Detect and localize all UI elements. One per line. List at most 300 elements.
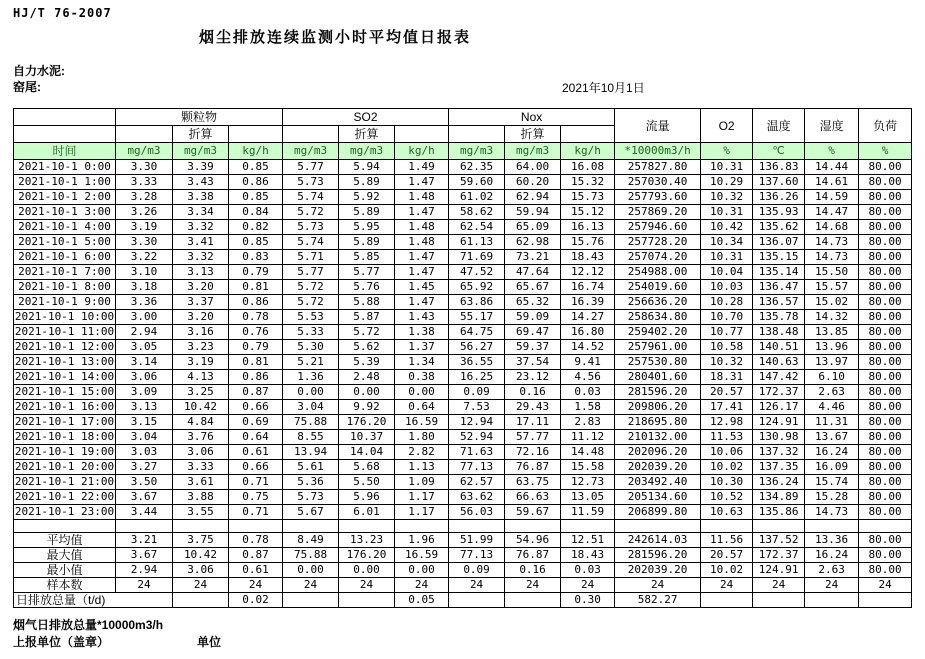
value-cell: 3.03 — [116, 445, 173, 460]
value-cell: 14.73 — [805, 235, 859, 250]
table-row — [14, 385, 912, 400]
table-row — [14, 205, 912, 220]
value-cell: 3.16 — [173, 325, 229, 340]
value-cell: 3.88 — [173, 490, 229, 505]
value-cell: 3.37 — [173, 295, 229, 310]
value-cell: 0.71 — [229, 475, 283, 490]
table-row — [14, 160, 912, 175]
value-cell: 5.89 — [339, 235, 395, 250]
value-cell: 3.13 — [173, 265, 229, 280]
value-cell: 13.94 — [283, 445, 339, 460]
value-cell: 11.53 — [701, 430, 753, 445]
value-cell: 0.64 — [395, 400, 449, 415]
table-row — [14, 475, 912, 490]
value-cell: 72.16 — [505, 445, 561, 460]
value-cell: 0.00 — [283, 563, 339, 578]
value-cell: 0.09 — [449, 563, 505, 578]
value-cell: 136.24 — [753, 475, 805, 490]
value-cell: 12.51 — [561, 533, 615, 548]
value-cell: 61.02 — [449, 190, 505, 205]
table-row — [14, 280, 912, 295]
value-cell: 0.38 — [395, 370, 449, 385]
value-cell: 24 — [339, 578, 395, 593]
value-cell: 16.74 — [561, 280, 615, 295]
value-cell — [505, 520, 561, 533]
time-cell: 2021-10-1 6:00 — [14, 250, 116, 265]
value-cell: 14.48 — [561, 445, 615, 460]
value-cell: 24 — [805, 578, 859, 593]
nox-kgh-unit: kg/h — [561, 143, 615, 160]
value-cell: 1.48 — [395, 190, 449, 205]
value-cell: 138.48 — [753, 325, 805, 340]
flow-total-note: 烟气日排放总量*10000m3/h — [13, 618, 164, 632]
value-cell: 5.72 — [283, 280, 339, 295]
total-label: 日排放总量（t/d) — [14, 593, 173, 608]
value-cell — [859, 593, 912, 608]
value-cell: 3.33 — [173, 460, 229, 475]
value-cell: 18.43 — [561, 548, 615, 563]
value-cell: 137.35 — [753, 460, 805, 475]
empty-cell — [561, 126, 615, 143]
time-cell: 2021-10-1 3:00 — [14, 205, 116, 220]
value-cell: 0.30 — [561, 593, 615, 608]
empty-cell — [283, 126, 339, 143]
doc-code: HJ/T 76-2007 — [13, 6, 112, 20]
value-cell: 2.83 — [561, 415, 615, 430]
value-cell: 13.96 — [805, 340, 859, 355]
value-cell: 124.91 — [753, 415, 805, 430]
time-cell: 2021-10-1 21:00 — [14, 475, 115, 488]
value-cell: 0.86 — [229, 295, 283, 310]
table-row — [14, 265, 912, 280]
value-cell: 16.59 — [395, 415, 449, 430]
value-cell: 0.81 — [229, 355, 283, 370]
value-cell: 1.34 — [395, 355, 449, 370]
value-cell: 136.26 — [753, 190, 805, 205]
value-cell: 57.77 — [505, 430, 561, 445]
value-cell: 126.17 — [753, 400, 805, 415]
so2-unit: mg/m3 — [283, 143, 339, 160]
time-cell: 2021-10-1 19:00 — [14, 445, 115, 458]
value-cell: 10.31 — [701, 160, 753, 175]
value-cell: 206899.80 — [615, 505, 701, 520]
value-cell: 5.92 — [339, 190, 395, 205]
value-cell: 5.74 — [283, 235, 339, 250]
value-cell: 3.75 — [173, 533, 229, 548]
value-cell: 254988.00 — [615, 265, 701, 280]
value-cell: 10.30 — [701, 475, 753, 490]
value-cell: 3.39 — [173, 160, 229, 175]
value-cell: 24 — [615, 578, 701, 593]
value-cell: 0.16 — [505, 563, 561, 578]
empty-cell — [229, 126, 283, 143]
kiln-label: 窑尾: — [13, 80, 41, 94]
humidity-header: 湿度 — [805, 109, 859, 143]
value-cell: 0.00 — [339, 563, 395, 578]
value-cell: 24 — [449, 578, 505, 593]
value-cell: 4.84 — [173, 415, 229, 430]
value-cell: 202039.20 — [615, 563, 701, 578]
value-cell: 8.55 — [283, 430, 339, 445]
value-cell: 80.00 — [859, 250, 912, 265]
empty-cell — [395, 126, 449, 143]
value-cell: 80.00 — [859, 475, 912, 490]
value-cell: 5.77 — [283, 160, 339, 175]
value-cell: 59.09 — [505, 310, 561, 325]
value-cell: 14.27 — [561, 310, 615, 325]
so2-conv-unit: mg/m3 — [339, 143, 395, 160]
value-cell: 10.03 — [701, 280, 753, 295]
time-cell: 2021-10-1 16:00 — [14, 400, 115, 413]
value-cell: 205134.60 — [615, 490, 701, 505]
value-cell — [561, 520, 615, 533]
value-cell — [283, 593, 339, 608]
value-cell: 56.03 — [449, 505, 505, 520]
value-cell: 15.58 — [561, 460, 615, 475]
value-cell: 137.52 — [753, 533, 805, 548]
value-cell: 6.10 — [805, 370, 859, 385]
value-cell: 254019.60 — [615, 280, 701, 295]
summary-row — [14, 533, 912, 548]
value-cell: 5.77 — [339, 265, 395, 280]
value-cell: 52.94 — [449, 430, 505, 445]
value-cell: 1.47 — [395, 265, 449, 280]
value-cell: 55.17 — [449, 310, 505, 325]
value-cell: 3.32 — [173, 250, 229, 265]
value-cell: 65.67 — [505, 280, 561, 295]
value-cell: 16.80 — [561, 325, 615, 340]
value-cell: 80.00 — [859, 385, 912, 400]
empty-cell — [14, 520, 116, 533]
table-row — [14, 175, 912, 190]
value-cell: 5.72 — [283, 205, 339, 220]
table-row — [14, 445, 912, 460]
value-cell: 0.09 — [449, 385, 505, 400]
value-cell: 80.00 — [859, 190, 912, 205]
value-cell: 3.19 — [116, 220, 173, 235]
value-cell: 8.49 — [283, 533, 339, 548]
value-cell: 0.87 — [229, 385, 283, 400]
value-cell: 10.02 — [701, 563, 753, 578]
value-cell: 3.06 — [173, 445, 229, 460]
value-cell — [753, 520, 805, 533]
value-cell: 10.28 — [701, 295, 753, 310]
value-cell: 3.06 — [173, 563, 229, 578]
value-cell: 77.13 — [449, 460, 505, 475]
value-cell: 3.36 — [116, 295, 173, 310]
value-cell: 2.82 — [395, 445, 449, 460]
value-cell: 135.14 — [753, 265, 805, 280]
load-unit: % — [859, 143, 912, 160]
value-cell: 10.63 — [701, 505, 753, 520]
value-cell: 13.97 — [805, 355, 859, 370]
value-cell: 2.94 — [116, 325, 173, 340]
time-cell: 2021-10-1 22:00 — [14, 490, 115, 503]
value-cell: 14.32 — [805, 310, 859, 325]
value-cell: 3.26 — [116, 205, 173, 220]
value-cell: 12.12 — [561, 265, 615, 280]
value-cell: 3.10 — [116, 265, 173, 280]
value-cell: 10.31 — [701, 250, 753, 265]
value-cell: 75.88 — [283, 548, 339, 563]
time-cell: 2021-10-1 0:00 — [14, 160, 116, 175]
time-cell: 2021-10-1 10:00 — [14, 310, 115, 323]
value-cell: 24 — [229, 578, 283, 593]
empty-cell — [14, 126, 116, 143]
value-cell: 135.86 — [753, 505, 805, 520]
value-cell: 0.85 — [229, 190, 283, 205]
value-cell: 0.78 — [229, 310, 283, 325]
value-cell: 16.59 — [395, 548, 449, 563]
value-cell: 3.00 — [116, 310, 173, 325]
value-cell: 1.43 — [395, 310, 449, 325]
value-cell: 80.00 — [859, 548, 912, 563]
value-cell: 10.70 — [701, 310, 753, 325]
value-cell: 281596.20 — [615, 385, 701, 400]
table-row — [14, 325, 912, 340]
summary-label: 样本数 — [14, 578, 116, 593]
value-cell: 10.52 — [701, 490, 753, 505]
time-cell: 2021-10-1 13:00 — [14, 355, 115, 368]
table-row — [14, 400, 912, 415]
value-cell: 75.88 — [283, 415, 339, 430]
value-cell: 5.39 — [339, 355, 395, 370]
value-cell: 3.30 — [116, 235, 173, 250]
value-cell: 80.00 — [859, 235, 912, 250]
value-cell: 80.00 — [859, 175, 912, 190]
value-cell: 7.53 — [449, 400, 505, 415]
value-cell: 582.27 — [615, 593, 701, 608]
table-row — [14, 220, 912, 235]
value-cell: 257074.20 — [615, 250, 701, 265]
value-cell: 1.38 — [395, 325, 449, 340]
value-cell: 24 — [505, 578, 561, 593]
value-cell — [859, 520, 912, 533]
value-cell — [173, 520, 229, 533]
value-cell: 136.07 — [753, 235, 805, 250]
value-cell: 66.63 — [505, 490, 561, 505]
value-cell: 0.83 — [229, 250, 283, 265]
value-cell: 2.48 — [339, 370, 395, 385]
report-unit-label: 上报单位（盖章） — [13, 635, 110, 649]
value-cell: 16.08 — [561, 160, 615, 175]
value-cell: 3.19 — [173, 355, 229, 370]
value-cell: 1.09 — [395, 475, 449, 490]
value-cell: 24 — [701, 578, 753, 593]
value-cell: 80.00 — [859, 370, 912, 385]
value-cell: 13.05 — [561, 490, 615, 505]
value-cell: 76.87 — [505, 460, 561, 475]
table-row — [14, 235, 912, 250]
value-cell: 0.61 — [229, 563, 283, 578]
value-cell: 1.48 — [395, 235, 449, 250]
value-cell: 0.03 — [561, 563, 615, 578]
value-cell: 18.43 — [561, 250, 615, 265]
value-cell: 10.34 — [701, 235, 753, 250]
value-cell: 80.00 — [859, 310, 912, 325]
value-cell: 54.96 — [505, 533, 561, 548]
flow-unit: *10000m3/h — [615, 143, 701, 160]
company-name: 自力水泥: — [13, 64, 65, 78]
value-cell: 51.99 — [449, 533, 505, 548]
value-cell: 0.85 — [229, 235, 283, 250]
table-row — [14, 250, 912, 265]
value-cell: 64.00 — [505, 160, 561, 175]
time-cell: 2021-10-1 5:00 — [14, 235, 116, 250]
value-cell: 136.83 — [753, 160, 805, 175]
value-cell: 0.03 — [561, 385, 615, 400]
table-row — [14, 460, 912, 475]
value-cell: 10.04 — [701, 265, 753, 280]
nox-conv-unit: mg/m3 — [505, 143, 561, 160]
value-cell: 80.00 — [859, 400, 912, 415]
value-cell: 80.00 — [859, 280, 912, 295]
value-cell: 203492.40 — [615, 475, 701, 490]
value-cell: 5.88 — [339, 295, 395, 310]
value-cell: 15.02 — [805, 295, 859, 310]
value-cell: 0.79 — [229, 265, 283, 280]
value-cell: 14.52 — [561, 340, 615, 355]
value-cell: 14.61 — [805, 175, 859, 190]
time-cell: 2021-10-1 4:00 — [14, 220, 116, 235]
value-cell: 13.67 — [805, 430, 859, 445]
value-cell: 0.00 — [395, 563, 449, 578]
value-cell: 13.85 — [805, 325, 859, 340]
report-table-wrapper — [13, 108, 912, 608]
value-cell: 1.58 — [561, 400, 615, 415]
value-cell: 14.73 — [805, 505, 859, 520]
value-cell: 5.96 — [339, 490, 395, 505]
value-cell: 36.55 — [449, 355, 505, 370]
value-cell: 136.57 — [753, 295, 805, 310]
value-cell: 5.71 — [283, 250, 339, 265]
value-cell: 10.37 — [339, 430, 395, 445]
value-cell: 124.91 — [753, 563, 805, 578]
value-cell: 1.36 — [283, 370, 339, 385]
value-cell: 257728.20 — [615, 235, 701, 250]
value-cell: 257827.80 — [615, 160, 701, 175]
time-cell: 2021-10-1 20:00 — [14, 460, 115, 473]
humidity-unit: % — [805, 143, 859, 160]
summary-row — [14, 578, 912, 593]
time-cell: 2021-10-1 23:00 — [14, 505, 115, 518]
value-cell: 24 — [561, 578, 615, 593]
value-cell: 11.56 — [701, 533, 753, 548]
value-cell: 15.74 — [805, 475, 859, 490]
value-cell: 16.39 — [561, 295, 615, 310]
value-cell: 0.16 — [505, 385, 561, 400]
value-cell: 1.47 — [395, 175, 449, 190]
value-cell: 80.00 — [859, 340, 912, 355]
value-cell: 80.00 — [859, 205, 912, 220]
value-cell: 5.67 — [283, 505, 339, 520]
value-cell: 80.00 — [859, 355, 912, 370]
value-cell — [449, 520, 505, 533]
value-cell: 20.57 — [701, 385, 753, 400]
value-cell: 5.61 — [283, 460, 339, 475]
group-header-row — [14, 109, 912, 126]
so2-conv-header: 折算 — [339, 126, 395, 143]
value-cell: 62.57 — [449, 475, 505, 490]
value-cell: 37.54 — [505, 355, 561, 370]
value-cell: 12.94 — [449, 415, 505, 430]
value-cell — [701, 520, 753, 533]
pm-group-header: 颗粒物 — [116, 109, 283, 126]
value-cell: 10.06 — [701, 445, 753, 460]
value-cell: 62.35 — [449, 160, 505, 175]
value-cell: 59.37 — [505, 340, 561, 355]
value-cell: 58.62 — [449, 205, 505, 220]
value-cell: 3.33 — [116, 175, 173, 190]
value-cell: 24 — [753, 578, 805, 593]
value-cell: 3.22 — [116, 250, 173, 265]
value-cell: 3.67 — [116, 548, 173, 563]
value-cell: 14.68 — [805, 220, 859, 235]
value-cell: 63.75 — [505, 475, 561, 490]
value-cell: 3.76 — [173, 430, 229, 445]
value-cell: 14.47 — [805, 205, 859, 220]
value-cell: 5.68 — [339, 460, 395, 475]
value-cell: 5.72 — [339, 325, 395, 340]
value-cell: 0.86 — [229, 370, 283, 385]
value-cell — [615, 520, 701, 533]
value-cell: 0.82 — [229, 220, 283, 235]
value-cell: 80.00 — [859, 460, 912, 475]
value-cell: 0.66 — [229, 400, 283, 415]
value-cell: 65.32 — [505, 295, 561, 310]
flow-header: 流量 — [615, 109, 701, 143]
value-cell: 0.87 — [229, 548, 283, 563]
value-cell: 1.96 — [395, 533, 449, 548]
value-cell: 1.47 — [395, 295, 449, 310]
value-cell — [229, 520, 283, 533]
value-cell: 65.92 — [449, 280, 505, 295]
value-cell: 5.30 — [283, 340, 339, 355]
value-cell: 69.47 — [505, 325, 561, 340]
time-cell: 2021-10-1 1:00 — [14, 175, 116, 190]
value-cell: 257869.20 — [615, 205, 701, 220]
value-cell: 29.43 — [505, 400, 561, 415]
load-header: 负荷 — [859, 109, 912, 143]
value-cell: 0.86 — [229, 175, 283, 190]
value-cell: 80.00 — [859, 295, 912, 310]
value-cell: 47.64 — [505, 265, 561, 280]
table-row — [14, 310, 912, 325]
summary-label: 最大值 — [14, 548, 116, 563]
data-rows — [14, 160, 912, 608]
time-cell: 2021-10-1 15:00 — [14, 385, 115, 398]
value-cell: 13.36 — [805, 533, 859, 548]
nox-conv-header: 折算 — [505, 126, 561, 143]
value-cell: 134.89 — [753, 490, 805, 505]
value-cell: 3.34 — [173, 205, 229, 220]
value-cell: 10.32 — [701, 355, 753, 370]
value-cell: 1.17 — [395, 505, 449, 520]
value-cell: 0.75 — [229, 490, 283, 505]
value-cell: 18.31 — [701, 370, 753, 385]
value-cell — [805, 520, 859, 533]
value-cell: 6.01 — [339, 505, 395, 520]
value-cell: 5.85 — [339, 250, 395, 265]
value-cell: 10.58 — [701, 340, 753, 355]
so2-kgh-unit: kg/h — [395, 143, 449, 160]
value-cell: 15.28 — [805, 490, 859, 505]
value-cell: 59.67 — [505, 505, 561, 520]
value-cell: 5.73 — [283, 220, 339, 235]
o2-unit: % — [701, 143, 753, 160]
nox-unit: mg/m3 — [449, 143, 505, 160]
value-cell: 3.28 — [116, 190, 173, 205]
